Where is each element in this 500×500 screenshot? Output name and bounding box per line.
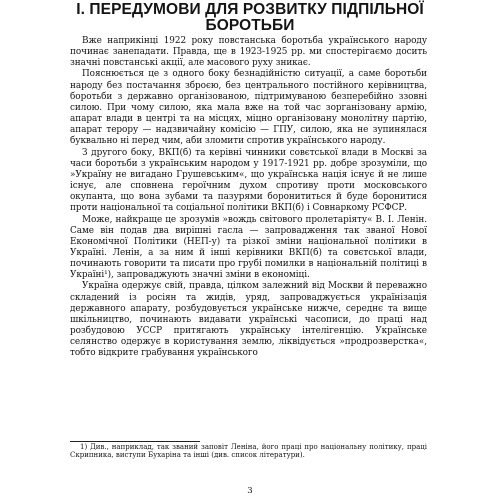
footnote: 1) Див., наприклад, так званий заповіт Леніна, його праці про національну політику, праці Скрипника, виступи Бухаріна та інші (див. список літератури).: [70, 443, 427, 460]
body-text: [70, 36, 427, 360]
paragraph-3: З другого боку, ВКП(б) та керівні чинники совєтської влади в Москві за часи боротьби з українським народом у 1917-1921 рр. добре зрозуміли, що »Україну не вигадано Грушевським«, що українська нація існує й не лише існує, але сповнена героїчним духом спротиву проти московського окупанта, що вона зубами та пазурями боронититься й буде боронитися проти національної та соціальної політики ВКП(б) і Совнаркому РСФСР.: [70, 147, 427, 214]
paragraph-1: Вже наприкінці 1922 року повстанська боротьба українського народу починає занепадати. Правда, ще в 1923-1925 рр. ми спостерігаємо досить значні повстанські акції, але масового руху зникає.: [70, 36, 427, 69]
paragraph-4: Може, найкраще це зрозумів »вождь світового пролетаріяту« В. І. Ленін. Саме він подав два вирішні гасла — запровадження так званої Нової Економічної Політики (НЕП-у) та різкої зміни національної політики в Україні. Ленін, а за ним й інші керівники ВКП(б) та совєтської влади, починають говорити та писати про грубі помилки в національній політиці в Україні¹), запроваджують значні зміни в економіці.: [70, 214, 427, 281]
paragraph-2: Пояснюється це з одного боку безнадійністю ситуації, а саме боротьби народу без постачання зброєю, без центрального постійного керівництва, боротьби з державно організованою, підтримуваною безперебійно ззовні силою. При чому силою, яка мала вже на той час зорганізовану армію, апарат влади в центрі та на місцях, міцно організовану монолітну партію, апарат терору — надзвичайну комісію — ГПУ, силою, яка не зупинялася буквально ні перед чим, аби зломити спротив українського народу.: [70, 69, 427, 147]
footnote-divider: [70, 441, 200, 442]
chapter-title: I. ПЕРЕДУМОВИ ДЛЯ РОЗВИТКУ ПІДПІЛЬНОЇ БОРОТЬБИ: [76, 1, 424, 34]
page-number: 3: [247, 486, 253, 496]
paragraph-5: Україна одержує свій, правда, цілком залежний від Москви й переважно складений із росіян та жидів, уряд, запроваджується українізація державного апарату, розбудовується українське нижче, середнє та вище шкільництво, починають видавати українські часописи, до праці над розбудовою УССР притягають українську інтелігенцію. Українське селянство одержує в користування землю, ліквідується »продрозверстка«, тобто відкрите грабування українського: [70, 281, 427, 359]
